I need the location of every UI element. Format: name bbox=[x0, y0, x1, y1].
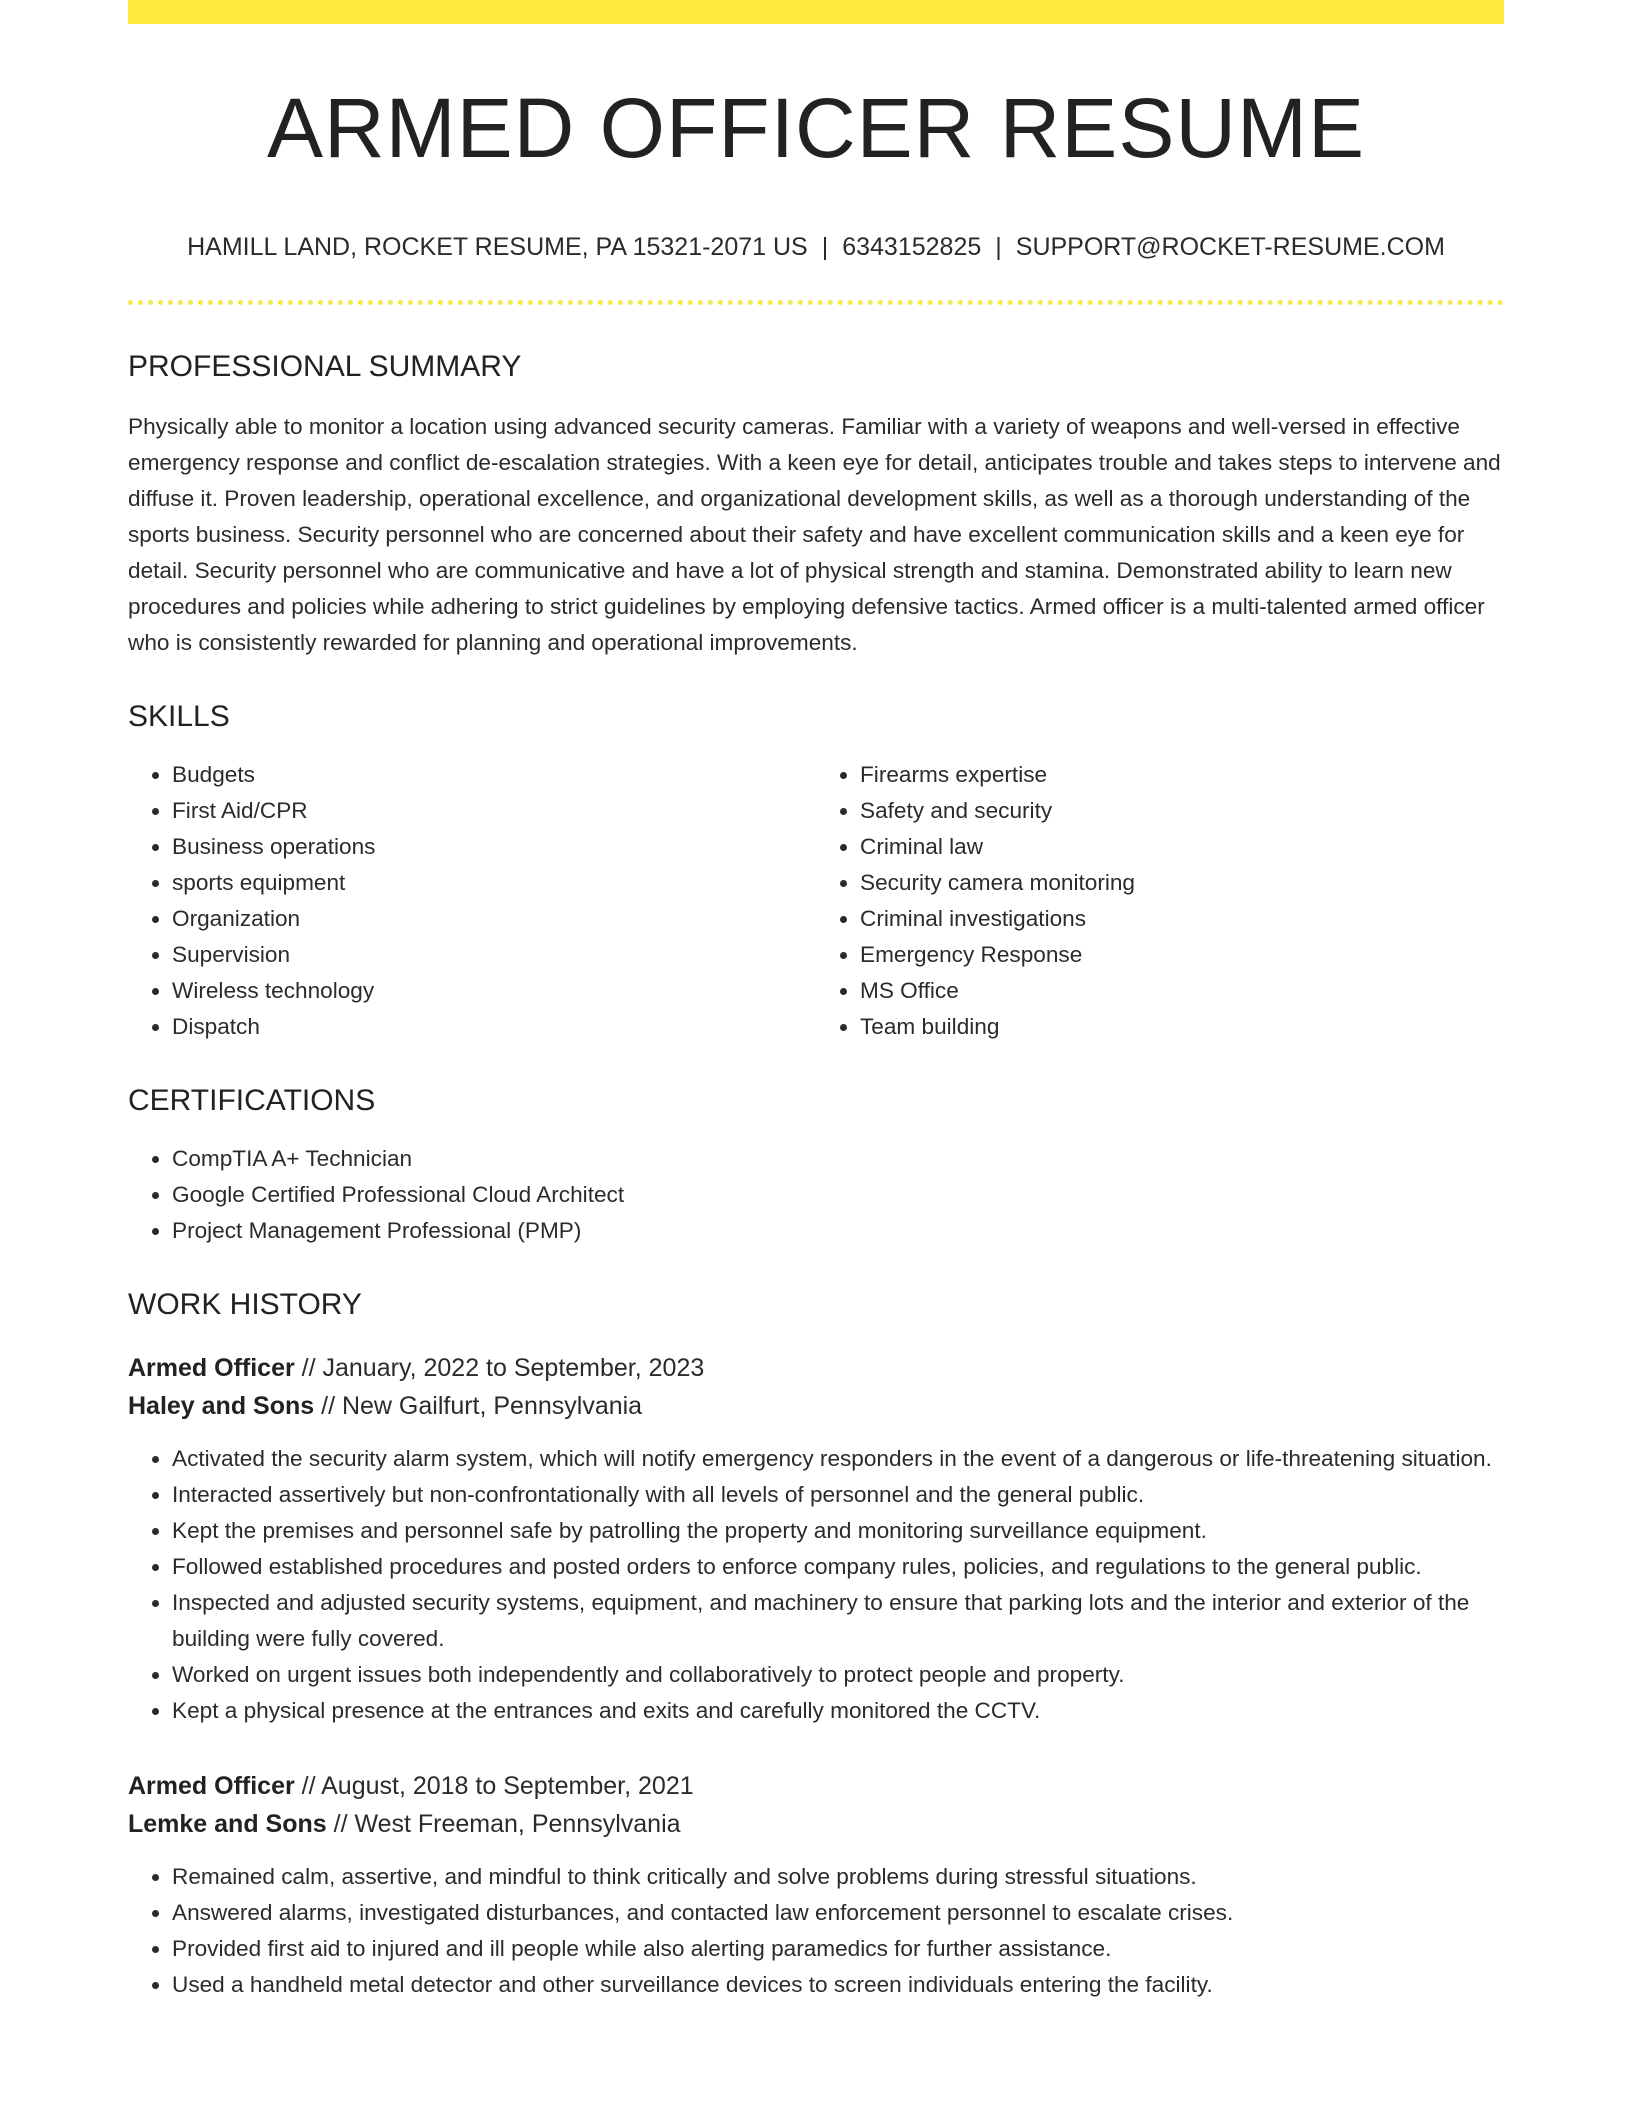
job-bullet: • Kept the premises and personnel safe by patrolling the property and monitoring surveillance equipment. bbox=[172, 1513, 1504, 1549]
job-company: Haley and Sons bbox=[128, 1392, 315, 1421]
contact-separator: | bbox=[995, 233, 1002, 262]
job-title-line bbox=[128, 1349, 1504, 1387]
job-bullets bbox=[128, 1859, 1504, 2003]
skill-item: • Business operations bbox=[172, 829, 816, 865]
certifications-list bbox=[128, 1141, 1504, 1249]
contact-email: SUPPORT@ROCKET-RESUME.COM bbox=[1015, 233, 1445, 262]
skill-item: • Team building bbox=[860, 1009, 1504, 1045]
skill-item: • Criminal law bbox=[860, 829, 1504, 865]
contact-line bbox=[128, 232, 1504, 262]
summary-heading: PROFESSIONAL SUMMARY bbox=[128, 350, 522, 384]
job-bullet: • Inspected and adjusted security systems, equipment, and machinery to ensure that parking lots and the interior and exterior of the building were fully covered. bbox=[172, 1585, 1504, 1657]
skill-item: • sports equipment bbox=[172, 865, 816, 901]
job-bullet: • Provided first aid to injured and ill people while also alerting paramedics for further assistance. bbox=[172, 1931, 1504, 1967]
job-title: Armed Officer bbox=[128, 1354, 295, 1383]
skill-item: • MS Office bbox=[860, 973, 1504, 1009]
skill-item: • Firearms expertise bbox=[860, 757, 1504, 793]
job-bullet: • Activated the security alarm system, which will notify emergency responders in the event of a dangerous or life-threatening situation. bbox=[172, 1441, 1504, 1477]
skills-list-right bbox=[816, 757, 1504, 1045]
job-company-line bbox=[128, 1387, 1504, 1425]
skill-item: • Organization bbox=[172, 901, 816, 937]
certifications-heading: CERTIFICATIONS bbox=[128, 1084, 376, 1118]
accent-top-bar bbox=[128, 0, 1504, 24]
job-bullet: • Remained calm, assertive, and mindful to think critically and solve problems during stressful situations. bbox=[172, 1859, 1504, 1895]
job-company-line bbox=[128, 1805, 1504, 1843]
skill-item: • Supervision bbox=[172, 937, 816, 973]
job-location: // New Gailfurt, Pennsylvania bbox=[314, 1392, 643, 1421]
job-bullet: • Used a handheld metal detector and other surveillance devices to screen individuals entering the facility. bbox=[172, 1967, 1504, 2003]
skill-item: • Emergency Response bbox=[860, 937, 1504, 973]
job-location: // West Freeman, Pennsylvania bbox=[326, 1810, 681, 1839]
skill-item: • Budgets bbox=[172, 757, 816, 793]
page-title: ARMED OFFICER RESUME bbox=[266, 81, 1366, 175]
certification-item: • Project Management Professional (PMP) bbox=[172, 1213, 1504, 1249]
job-title-line bbox=[128, 1767, 1504, 1805]
skills-heading: SKILLS bbox=[128, 700, 230, 734]
work-history-heading: WORK HISTORY bbox=[128, 1288, 362, 1322]
job-entry bbox=[128, 1349, 1504, 1729]
skills-list-left bbox=[128, 757, 816, 1045]
job-bullet: • Answered alarms, investigated disturbances, and contacted law enforcement personnel to escalate crises. bbox=[172, 1895, 1504, 1931]
contact-separator: | bbox=[821, 233, 829, 262]
contact-address: HAMILL LAND, ROCKET RESUME, PA 15321-2071 US bbox=[187, 233, 808, 262]
skill-item: • Dispatch bbox=[172, 1009, 816, 1045]
job-bullets bbox=[128, 1441, 1504, 1729]
dotted-divider bbox=[128, 300, 1504, 305]
certification-item: • Google Certified Professional Cloud Architect bbox=[172, 1177, 1504, 1213]
job-company: Lemke and Sons bbox=[128, 1810, 327, 1839]
job-bullet: • Followed established procedures and posted orders to enforce company rules, policies, and regulations to the general public. bbox=[172, 1549, 1504, 1585]
job-bullet: • Kept a physical presence at the entrances and exits and carefully monitored the CCTV. bbox=[172, 1693, 1504, 1729]
resume-page bbox=[128, 0, 1504, 2003]
job-dates: // January, 2022 to September, 2023 bbox=[294, 1354, 705, 1383]
summary-text: Physically able to monitor a location using advanced security cameras. Familiar with a variety of weapons and well-versed in effective emergency response and conflict de-escalation strategies. With a keen eye for detail, anticipates trouble and takes steps to intervene and diffuse it. Proven leadership, operational excellence, and organizational development skills, as well as a thorough understanding of the sports business. Security personnel who are concerned about their safety and have excellent communication skills and a keen eye for detail. Security personnel who are communicative and have a lot of physical strength and stamina. Demonstrated ability to learn new procedures and policies while adhering to strict guidelines by employing defensive tactics. Armed officer is a multi-talented armed officer who is consistently rewarded for planning and operational improvements. bbox=[128, 414, 1501, 656]
skill-item: • First Aid/CPR bbox=[172, 793, 816, 829]
job-dates: // August, 2018 to September, 2021 bbox=[294, 1772, 694, 1801]
certification-item: • CompTIA A+ Technician bbox=[172, 1141, 1504, 1177]
skill-item: • Criminal investigations bbox=[860, 901, 1504, 937]
skill-item: • Safety and security bbox=[860, 793, 1504, 829]
contact-phone: 6343152825 bbox=[842, 233, 982, 262]
skills-grid bbox=[128, 757, 1504, 1045]
job-bullet: • Worked on urgent issues both independently and collaboratively to protect people and property. bbox=[172, 1657, 1504, 1693]
skill-item: • Wireless technology bbox=[172, 973, 816, 1009]
job-bullet: • Interacted assertively but non-confrontationally with all levels of personnel and the general public. bbox=[172, 1477, 1504, 1513]
job-entry bbox=[128, 1767, 1504, 2003]
skill-item: • Security camera monitoring bbox=[860, 865, 1504, 901]
job-title: Armed Officer bbox=[128, 1772, 295, 1801]
